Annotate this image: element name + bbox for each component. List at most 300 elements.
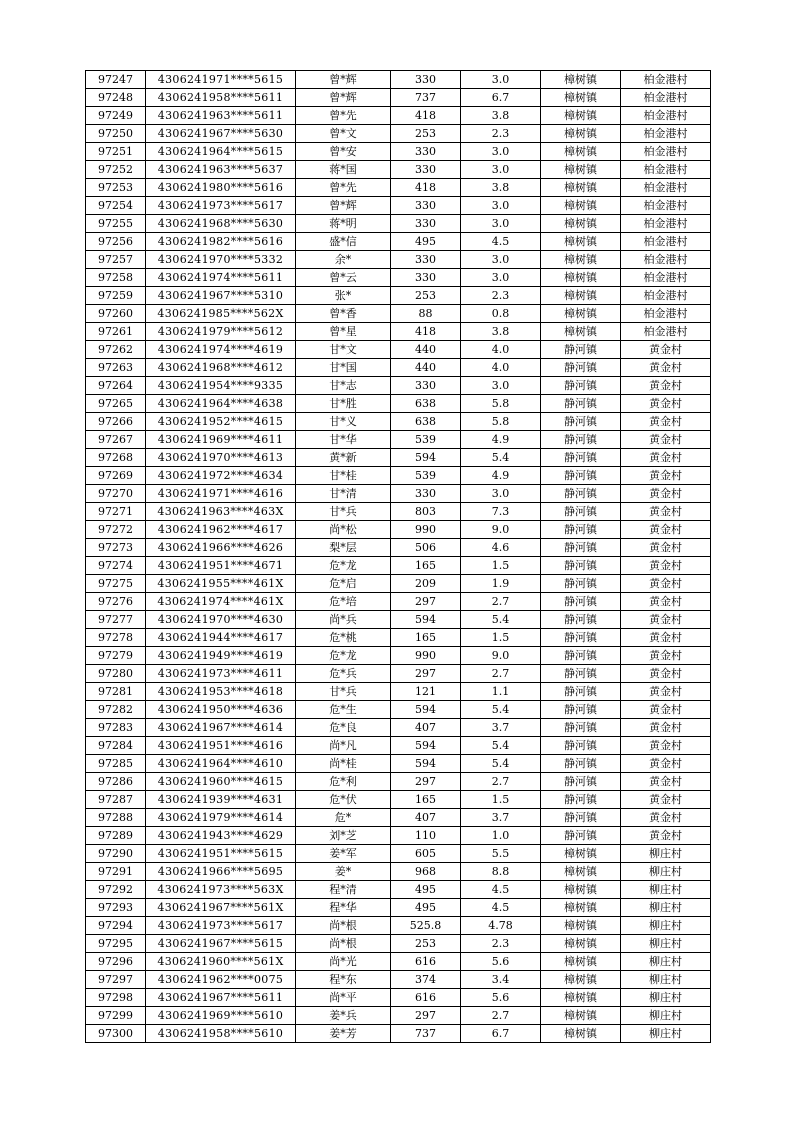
cell-village: 柳庄村 — [621, 917, 711, 935]
cell-row-number: 97252 — [86, 161, 146, 179]
cell-rate: 5.6 — [461, 953, 541, 971]
cell-village: 柳庄村 — [621, 953, 711, 971]
cell-rate: 4.78 — [461, 917, 541, 935]
cell-id-number: 4306241967****5611 — [146, 989, 296, 1007]
cell-row-number: 97290 — [86, 845, 146, 863]
cell-id-number: 4306241955****461X — [146, 575, 296, 593]
cell-village: 黄金村 — [621, 431, 711, 449]
table-row — [86, 611, 711, 629]
cell-rate: 3.0 — [461, 71, 541, 89]
cell-village: 柳庄村 — [621, 971, 711, 989]
cell-village: 黄金村 — [621, 593, 711, 611]
cell-person-name: 甘*兵 — [296, 683, 391, 701]
table-row — [86, 575, 711, 593]
cell-amount: 638 — [391, 395, 461, 413]
cell-village: 黄金村 — [621, 809, 711, 827]
table-row — [86, 1025, 711, 1043]
cell-village: 柏金港村 — [621, 125, 711, 143]
cell-id-number: 4306241950****4636 — [146, 701, 296, 719]
cell-town: 静河镇 — [541, 593, 621, 611]
cell-rate: 5.6 — [461, 989, 541, 1007]
cell-town: 静河镇 — [541, 791, 621, 809]
cell-amount: 330 — [391, 143, 461, 161]
cell-amount: 594 — [391, 737, 461, 755]
cell-amount: 253 — [391, 287, 461, 305]
cell-row-number: 97247 — [86, 71, 146, 89]
cell-rate: 4.6 — [461, 539, 541, 557]
cell-town: 静河镇 — [541, 683, 621, 701]
cell-rate: 4.0 — [461, 359, 541, 377]
cell-row-number: 97300 — [86, 1025, 146, 1043]
cell-rate: 1.5 — [461, 629, 541, 647]
cell-amount: 297 — [391, 665, 461, 683]
cell-person-name: 曾*星 — [296, 323, 391, 341]
cell-village: 柳庄村 — [621, 863, 711, 881]
cell-village: 柳庄村 — [621, 881, 711, 899]
cell-person-name: 曾*香 — [296, 305, 391, 323]
cell-amount: 297 — [391, 593, 461, 611]
cell-person-name: 危* — [296, 809, 391, 827]
cell-village: 黄金村 — [621, 647, 711, 665]
cell-village: 柏金港村 — [621, 161, 711, 179]
cell-amount: 253 — [391, 125, 461, 143]
cell-row-number: 97296 — [86, 953, 146, 971]
table-row — [86, 395, 711, 413]
cell-row-number: 97263 — [86, 359, 146, 377]
cell-id-number: 4306241958****5611 — [146, 89, 296, 107]
cell-amount: 525.8 — [391, 917, 461, 935]
cell-person-name: 甘*志 — [296, 377, 391, 395]
cell-amount: 330 — [391, 377, 461, 395]
cell-rate: 4.9 — [461, 467, 541, 485]
cell-rate: 2.7 — [461, 1007, 541, 1025]
cell-town: 樟树镇 — [541, 269, 621, 287]
cell-amount: 330 — [391, 269, 461, 287]
cell-town: 静河镇 — [541, 737, 621, 755]
cell-rate: 3.0 — [461, 485, 541, 503]
cell-person-name: 曾*辉 — [296, 197, 391, 215]
table-row — [86, 935, 711, 953]
cell-village: 柏金港村 — [621, 251, 711, 269]
cell-town: 樟树镇 — [541, 143, 621, 161]
cell-town: 樟树镇 — [541, 881, 621, 899]
cell-amount: 121 — [391, 683, 461, 701]
table-row — [86, 71, 711, 89]
cell-id-number: 4306241969****5610 — [146, 1007, 296, 1025]
cell-id-number: 4306241967****5630 — [146, 125, 296, 143]
cell-amount: 638 — [391, 413, 461, 431]
table-row — [86, 197, 711, 215]
cell-town: 樟树镇 — [541, 251, 621, 269]
cell-rate: 3.7 — [461, 809, 541, 827]
table-row — [86, 251, 711, 269]
cell-amount: 737 — [391, 1025, 461, 1043]
cell-id-number: 4306241967****5615 — [146, 935, 296, 953]
cell-village: 柏金港村 — [621, 179, 711, 197]
cell-village: 黄金村 — [621, 341, 711, 359]
cell-rate: 0.8 — [461, 305, 541, 323]
cell-rate: 7.3 — [461, 503, 541, 521]
cell-row-number: 97291 — [86, 863, 146, 881]
cell-amount: 330 — [391, 215, 461, 233]
cell-amount: 418 — [391, 179, 461, 197]
table-row — [86, 269, 711, 287]
cell-row-number: 97284 — [86, 737, 146, 755]
cell-village: 黄金村 — [621, 449, 711, 467]
cell-town: 静河镇 — [541, 413, 621, 431]
cell-row-number: 97275 — [86, 575, 146, 593]
cell-rate: 2.7 — [461, 773, 541, 791]
cell-amount: 253 — [391, 935, 461, 953]
cell-rate: 3.0 — [461, 251, 541, 269]
cell-id-number: 4306241966****4626 — [146, 539, 296, 557]
table-row — [86, 557, 711, 575]
cell-person-name: 张* — [296, 287, 391, 305]
cell-row-number: 97288 — [86, 809, 146, 827]
cell-person-name: 甘*义 — [296, 413, 391, 431]
cell-town: 静河镇 — [541, 611, 621, 629]
cell-rate: 3.0 — [461, 197, 541, 215]
cell-row-number: 97271 — [86, 503, 146, 521]
cell-person-name: 蒋*明 — [296, 215, 391, 233]
cell-village: 黄金村 — [621, 611, 711, 629]
cell-town: 樟树镇 — [541, 953, 621, 971]
cell-person-name: 尚*兵 — [296, 611, 391, 629]
table-row — [86, 287, 711, 305]
cell-rate: 5.4 — [461, 701, 541, 719]
cell-id-number: 4306241944****4617 — [146, 629, 296, 647]
cell-row-number: 97277 — [86, 611, 146, 629]
cell-amount: 495 — [391, 881, 461, 899]
cell-town: 樟树镇 — [541, 71, 621, 89]
cell-town: 樟树镇 — [541, 161, 621, 179]
cell-town: 静河镇 — [541, 647, 621, 665]
cell-town: 樟树镇 — [541, 125, 621, 143]
table-row — [86, 683, 711, 701]
cell-rate: 4.9 — [461, 431, 541, 449]
cell-person-name: 余* — [296, 251, 391, 269]
cell-rate: 6.7 — [461, 89, 541, 107]
cell-id-number: 4306241974****4619 — [146, 341, 296, 359]
table-row — [86, 971, 711, 989]
cell-town: 樟树镇 — [541, 1007, 621, 1025]
cell-id-number: 4306241968****5630 — [146, 215, 296, 233]
cell-town: 静河镇 — [541, 341, 621, 359]
cell-row-number: 97282 — [86, 701, 146, 719]
cell-amount: 297 — [391, 773, 461, 791]
cell-person-name: 危*龙 — [296, 647, 391, 665]
table-row — [86, 593, 711, 611]
cell-person-name: 甘*清 — [296, 485, 391, 503]
table-row — [86, 125, 711, 143]
cell-amount: 374 — [391, 971, 461, 989]
cell-person-name: 尚*桂 — [296, 755, 391, 773]
cell-row-number: 97293 — [86, 899, 146, 917]
cell-village: 黄金村 — [621, 683, 711, 701]
table-row — [86, 989, 711, 1007]
cell-person-name: 刘*芝 — [296, 827, 391, 845]
cell-id-number: 4306241973****563X — [146, 881, 296, 899]
cell-id-number: 4306241974****5611 — [146, 269, 296, 287]
cell-village: 黄金村 — [621, 575, 711, 593]
cell-id-number: 4306241967****561X — [146, 899, 296, 917]
cell-rate: 2.3 — [461, 125, 541, 143]
cell-person-name: 曾*辉 — [296, 71, 391, 89]
cell-id-number: 4306241949****4619 — [146, 647, 296, 665]
cell-village: 柳庄村 — [621, 989, 711, 1007]
cell-id-number: 4306241960****561X — [146, 953, 296, 971]
cell-town: 静河镇 — [541, 809, 621, 827]
cell-rate: 1.5 — [461, 791, 541, 809]
table-row — [86, 359, 711, 377]
cell-row-number: 97274 — [86, 557, 146, 575]
cell-rate: 9.0 — [461, 647, 541, 665]
table-row — [86, 503, 711, 521]
table-row — [86, 521, 711, 539]
cell-amount: 594 — [391, 449, 461, 467]
cell-village: 柏金港村 — [621, 269, 711, 287]
cell-town: 静河镇 — [541, 431, 621, 449]
cell-row-number: 97259 — [86, 287, 146, 305]
table-row — [86, 431, 711, 449]
table-row — [86, 179, 711, 197]
cell-person-name: 程*东 — [296, 971, 391, 989]
cell-id-number: 4306241969****4611 — [146, 431, 296, 449]
cell-row-number: 97280 — [86, 665, 146, 683]
cell-id-number: 4306241973****5617 — [146, 917, 296, 935]
table-row — [86, 485, 711, 503]
cell-town: 樟树镇 — [541, 935, 621, 953]
cell-village: 黄金村 — [621, 395, 711, 413]
cell-town: 静河镇 — [541, 557, 621, 575]
cell-town: 樟树镇 — [541, 197, 621, 215]
cell-row-number: 97265 — [86, 395, 146, 413]
cell-person-name: 危*生 — [296, 701, 391, 719]
cell-person-name: 尚*光 — [296, 953, 391, 971]
cell-row-number: 97299 — [86, 1007, 146, 1025]
cell-row-number: 97261 — [86, 323, 146, 341]
table-row — [86, 899, 711, 917]
cell-rate: 1.5 — [461, 557, 541, 575]
cell-amount: 495 — [391, 899, 461, 917]
cell-amount: 297 — [391, 1007, 461, 1025]
cell-rate: 4.5 — [461, 233, 541, 251]
cell-id-number: 4306241972****4634 — [146, 467, 296, 485]
cell-amount: 407 — [391, 809, 461, 827]
cell-person-name: 曾*安 — [296, 143, 391, 161]
cell-person-name: 姜*军 — [296, 845, 391, 863]
cell-village: 柳庄村 — [621, 1025, 711, 1043]
cell-row-number: 97255 — [86, 215, 146, 233]
cell-id-number: 4306241963****463X — [146, 503, 296, 521]
cell-row-number: 97298 — [86, 989, 146, 1007]
table-row — [86, 809, 711, 827]
cell-id-number: 4306241952****4615 — [146, 413, 296, 431]
cell-person-name: 黄*新 — [296, 449, 391, 467]
cell-village: 黄金村 — [621, 719, 711, 737]
cell-town: 樟树镇 — [541, 989, 621, 1007]
cell-village: 黄金村 — [621, 503, 711, 521]
cell-amount: 803 — [391, 503, 461, 521]
cell-rate: 4.5 — [461, 899, 541, 917]
cell-amount: 110 — [391, 827, 461, 845]
cell-id-number: 4306241968****4612 — [146, 359, 296, 377]
cell-amount: 605 — [391, 845, 461, 863]
cell-person-name: 程*清 — [296, 881, 391, 899]
cell-town: 静河镇 — [541, 539, 621, 557]
cell-rate: 3.0 — [461, 377, 541, 395]
cell-person-name: 蒋*国 — [296, 161, 391, 179]
cell-row-number: 97260 — [86, 305, 146, 323]
cell-id-number: 4306241964****4638 — [146, 395, 296, 413]
cell-row-number: 97249 — [86, 107, 146, 125]
cell-person-name: 甘*国 — [296, 359, 391, 377]
cell-id-number: 4306241967****4614 — [146, 719, 296, 737]
cell-id-number: 4306241973****5617 — [146, 197, 296, 215]
cell-village: 柏金港村 — [621, 107, 711, 125]
cell-row-number: 97267 — [86, 431, 146, 449]
cell-row-number: 97258 — [86, 269, 146, 287]
cell-village: 黄金村 — [621, 485, 711, 503]
cell-id-number: 4306241979****5612 — [146, 323, 296, 341]
cell-rate: 2.3 — [461, 935, 541, 953]
records-table — [85, 70, 711, 1043]
table-row — [86, 863, 711, 881]
table-row — [86, 413, 711, 431]
cell-person-name: 危*伏 — [296, 791, 391, 809]
cell-rate: 1.1 — [461, 683, 541, 701]
table-row — [86, 161, 711, 179]
table-row — [86, 539, 711, 557]
cell-rate: 2.7 — [461, 593, 541, 611]
cell-person-name: 曾*先 — [296, 179, 391, 197]
cell-amount: 440 — [391, 359, 461, 377]
cell-row-number: 97264 — [86, 377, 146, 395]
cell-id-number: 4306241939****4631 — [146, 791, 296, 809]
cell-rate: 8.8 — [461, 863, 541, 881]
cell-row-number: 97268 — [86, 449, 146, 467]
cell-village: 黄金村 — [621, 629, 711, 647]
cell-row-number: 97266 — [86, 413, 146, 431]
cell-amount: 330 — [391, 71, 461, 89]
cell-person-name: 姜*芳 — [296, 1025, 391, 1043]
cell-person-name: 姜* — [296, 863, 391, 881]
cell-row-number: 97289 — [86, 827, 146, 845]
cell-rate: 5.4 — [461, 449, 541, 467]
cell-id-number: 4306241967****5310 — [146, 287, 296, 305]
cell-row-number: 97283 — [86, 719, 146, 737]
cell-id-number: 4306241982****5616 — [146, 233, 296, 251]
cell-village: 黄金村 — [621, 521, 711, 539]
cell-village: 柏金港村 — [621, 197, 711, 215]
table-row — [86, 323, 711, 341]
cell-village: 柳庄村 — [621, 1007, 711, 1025]
cell-row-number: 97273 — [86, 539, 146, 557]
table-row — [86, 719, 711, 737]
cell-id-number: 4306241970****4613 — [146, 449, 296, 467]
table-row — [86, 881, 711, 899]
cell-town: 樟树镇 — [541, 863, 621, 881]
cell-person-name: 盛*信 — [296, 233, 391, 251]
cell-village: 黄金村 — [621, 413, 711, 431]
table-row — [86, 773, 711, 791]
cell-person-name: 姜*兵 — [296, 1007, 391, 1025]
table-body — [86, 71, 711, 1043]
cell-rate: 3.8 — [461, 323, 541, 341]
cell-row-number: 97281 — [86, 683, 146, 701]
cell-amount: 418 — [391, 323, 461, 341]
cell-row-number: 97250 — [86, 125, 146, 143]
cell-id-number: 4306241954****9335 — [146, 377, 296, 395]
table-row — [86, 305, 711, 323]
cell-village: 柏金港村 — [621, 323, 711, 341]
cell-rate: 2.3 — [461, 287, 541, 305]
cell-person-name: 甘*桂 — [296, 467, 391, 485]
cell-row-number: 97253 — [86, 179, 146, 197]
table-row — [86, 737, 711, 755]
cell-amount: 990 — [391, 521, 461, 539]
cell-row-number: 97285 — [86, 755, 146, 773]
cell-rate: 5.5 — [461, 845, 541, 863]
cell-town: 静河镇 — [541, 701, 621, 719]
table-row — [86, 665, 711, 683]
cell-id-number: 4306241964****5615 — [146, 143, 296, 161]
cell-town: 樟树镇 — [541, 1025, 621, 1043]
cell-id-number: 4306241966****5695 — [146, 863, 296, 881]
cell-town: 樟树镇 — [541, 215, 621, 233]
cell-person-name: 梨*层 — [296, 539, 391, 557]
cell-person-name: 尚*平 — [296, 989, 391, 1007]
cell-rate: 3.0 — [461, 215, 541, 233]
cell-id-number: 4306241971****5615 — [146, 71, 296, 89]
cell-town: 樟树镇 — [541, 323, 621, 341]
cell-row-number: 97251 — [86, 143, 146, 161]
cell-village: 柳庄村 — [621, 935, 711, 953]
cell-id-number: 4306241958****5610 — [146, 1025, 296, 1043]
cell-rate: 5.4 — [461, 611, 541, 629]
cell-amount: 737 — [391, 89, 461, 107]
cell-rate: 5.4 — [461, 737, 541, 755]
cell-amount: 407 — [391, 719, 461, 737]
table-row — [86, 845, 711, 863]
cell-village: 柏金港村 — [621, 143, 711, 161]
cell-amount: 330 — [391, 251, 461, 269]
cell-village: 黄金村 — [621, 665, 711, 683]
cell-row-number: 97276 — [86, 593, 146, 611]
cell-town: 静河镇 — [541, 485, 621, 503]
cell-person-name: 危*兵 — [296, 665, 391, 683]
cell-person-name: 尚*根 — [296, 917, 391, 935]
cell-amount: 330 — [391, 485, 461, 503]
cell-amount: 88 — [391, 305, 461, 323]
cell-person-name: 危*培 — [296, 593, 391, 611]
table-row — [86, 377, 711, 395]
cell-amount: 209 — [391, 575, 461, 593]
table-row — [86, 1007, 711, 1025]
cell-village: 柏金港村 — [621, 287, 711, 305]
cell-rate: 5.4 — [461, 755, 541, 773]
table-row — [86, 449, 711, 467]
cell-person-name: 甘*文 — [296, 341, 391, 359]
cell-id-number: 4306241971****4616 — [146, 485, 296, 503]
cell-row-number: 97272 — [86, 521, 146, 539]
cell-id-number: 4306241951****5615 — [146, 845, 296, 863]
cell-amount: 330 — [391, 197, 461, 215]
cell-amount: 539 — [391, 467, 461, 485]
table-row — [86, 233, 711, 251]
cell-id-number: 4306241943****4629 — [146, 827, 296, 845]
cell-village: 黄金村 — [621, 773, 711, 791]
